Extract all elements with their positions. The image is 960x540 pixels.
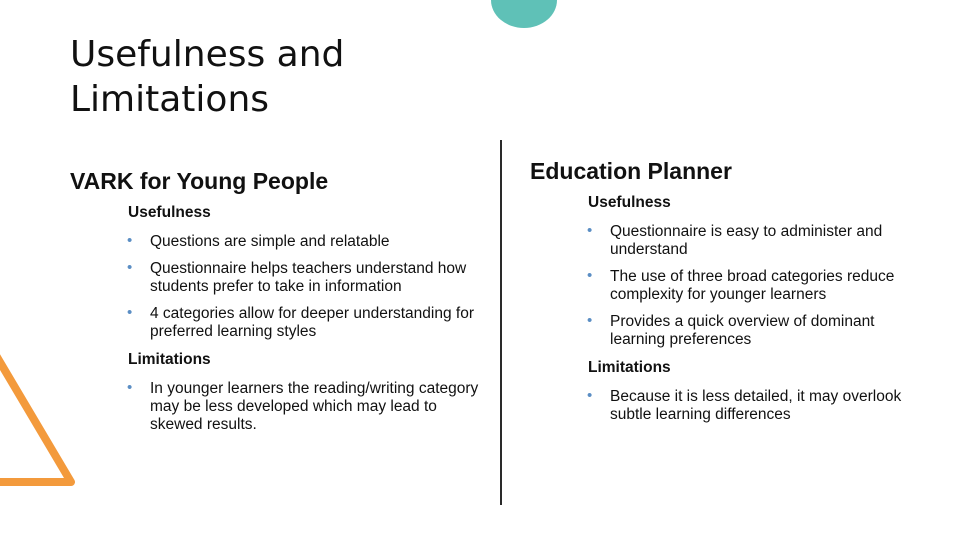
bullet-icon: • [127, 232, 133, 249]
bullet-icon: • [587, 267, 593, 284]
vark-usefulness-label: Usefulness [128, 204, 211, 221]
bullet-icon: • [587, 387, 593, 404]
slide-title-line-1: Usefulness and [70, 34, 345, 75]
vark-heading: VARK for Young People [70, 168, 329, 194]
education-planner-heading: Education Planner [530, 158, 732, 184]
list-item: • Provides a quick overview of dominant learning preferences [587, 312, 875, 348]
vark-usefulness-list [70, 233, 490, 341]
planner-usefulness-label: Usefulness [588, 194, 671, 211]
vark-limitations-label: Limitations [128, 351, 211, 368]
planner-usefulness-list [530, 223, 930, 349]
list-item: • The use of three broad categories reduce complexity for younger learners [587, 267, 895, 303]
slide-title-line-2: Limitations [70, 79, 270, 120]
planner-limitations-list [530, 388, 930, 424]
list-item: • Because it is less detailed, it may overlook subtle learning differences [587, 387, 902, 423]
column-divider [500, 140, 502, 505]
vark-column [70, 166, 490, 443]
bullet-icon: • [127, 304, 133, 321]
bullet-icon: • [127, 259, 133, 276]
orange-triangle-shape [0, 352, 71, 482]
bullet-icon: • [587, 222, 593, 239]
bullet-icon: • [587, 312, 593, 329]
education-planner-column [530, 156, 930, 433]
list-item: • In younger learners the reading/writing category may be less developed which may lead to skewed results. [127, 379, 479, 433]
vark-limitations-list [70, 380, 490, 434]
teal-semicircle-shape [491, 0, 557, 28]
list-item: • Questionnaire helps teachers understand how students prefer to take in information [127, 259, 467, 295]
bullet-icon: • [127, 379, 133, 396]
list-item: • 4 categories allow for deeper understanding for preferred learning styles [127, 304, 474, 340]
planner-limitations-label: Limitations [588, 359, 671, 376]
list-item: • Questions are simple and relatable [127, 232, 390, 250]
list-item: • Questionnaire is easy to administer and understand [587, 222, 883, 258]
slide-title [70, 32, 344, 122]
